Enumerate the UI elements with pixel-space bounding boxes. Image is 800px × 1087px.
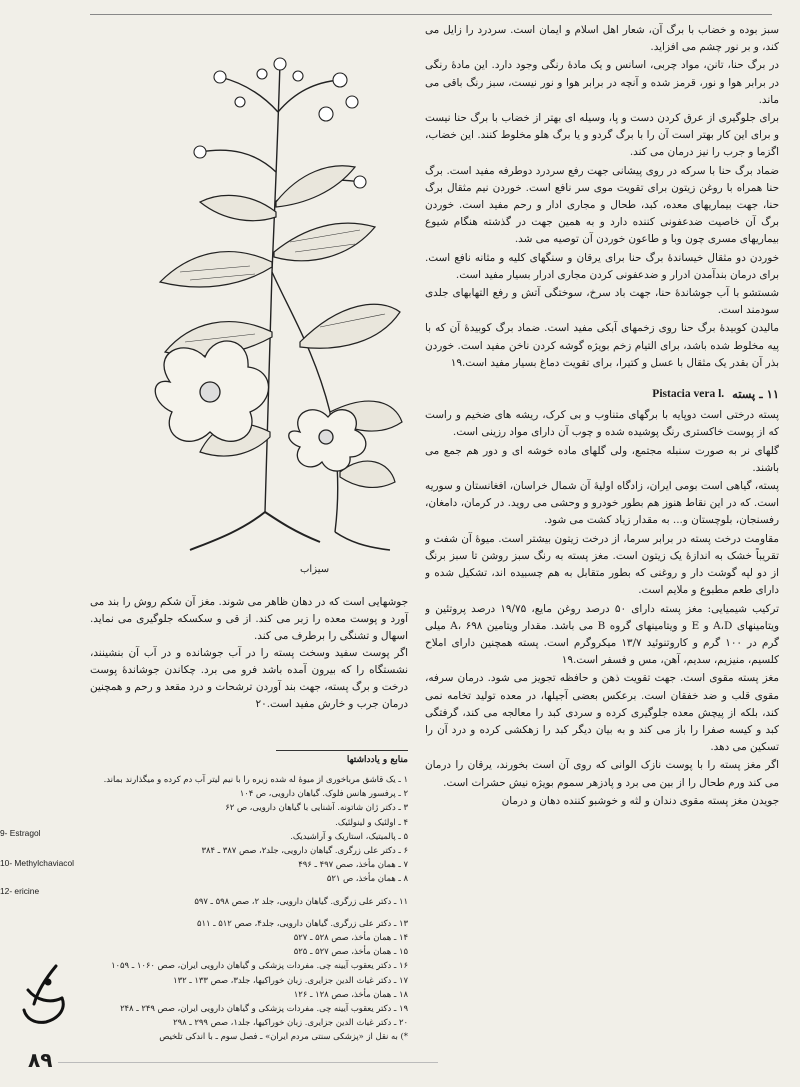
paragraph: ترکیب شیمیایی: مغز پسته دارای ۵۰ درصد روغن مایع، ۱۹/۷۵ درصد پروتئین و ویتامینهای A،D و E و ویتامینهای گروه B می باشد. مقدار ویتامین A، ۶۹۸ میلی گرم در ۱۰۰ گرم و کاروتنوئید ۱۳/۷ میکروگرم است. پسته همچنین دارای املاح کلسیم، منیزیم، سدیم، آهن، مس و فسفر است.۱۹ bbox=[425, 602, 779, 667]
paragraph: برای جلوگیری از عرق کردن دست و پا، وسیله ای بهتر از خضاب با برگ حنا نیست و برای این کار بهتر است آن را با برگ گردو و یا برگ هلو مخلوط کنند. این خضاب، اگزما و جرب را نیز درمان می کند. bbox=[425, 112, 779, 159]
kerman-calligraphy-icon bbox=[16, 960, 74, 1030]
illustration-caption: سیزاب bbox=[300, 564, 330, 575]
footnote: ۱۵ ـ همان مأخذ، صص ۵۲۷ ـ ۵۲۵ bbox=[293, 946, 408, 957]
footnote: ۴ ـ اولئیک و لینولئیک. bbox=[335, 816, 408, 827]
footnote: *) به نقل از «پزشکی سنتی مردم ایران» ـ فصل سوم ـ با اندکی تلخیص bbox=[159, 1031, 408, 1042]
top-rule bbox=[90, 14, 772, 15]
footnote: ۷ ـ همان مأخذ، صص ۴۹۷ ـ ۴۹۶ bbox=[298, 859, 408, 870]
footnote: ۶ ـ دکتر علی زرگری. گیاهان دارویی، جلد۲، صص ۳۸۷ ـ ۳۸۴ bbox=[201, 845, 408, 856]
right-column bbox=[425, 22, 779, 1072]
footnotes-title: منابع و یادداشتها bbox=[346, 755, 408, 765]
footnote: ۲۰ ـ دکتر غیاث الدین جزایری. زبان خوراکیها، جلد۱، صص ۲۹۹ ـ ۲۹۸ bbox=[173, 1017, 408, 1028]
section-heading-latin: Pistacia vera l. bbox=[652, 388, 725, 401]
footnote: ۱۸ ـ همان مأخذ، صص ۱۲۸ ـ ۱۲۶ bbox=[293, 988, 408, 999]
paragraph: جوشهایی است که در دهان ظاهر می شوند. مغز آن شکم روش را بند می آورد و پوست معده را زبر می کند. از قی و سکسکه جلوگیری می نماید. اسهال و تشنگی را برطرف می کند. bbox=[90, 596, 408, 642]
kerman-logo bbox=[16, 960, 74, 1030]
paragraph: سبز بوده و خضاب با برگ آن، شعار اهل اسلام و ایمان است. سردرد را زایل می کند، و بر نور چشم می افزاید. bbox=[425, 24, 779, 54]
footnote: ۸ ـ همان مأخذ، ص ۵۲۱ bbox=[326, 873, 408, 884]
paragraph: اگر مغز پسته را با پوست نازک الوانی که روی آن است بخورند، یرقان را درمان می کند ورم طحال را از بین می برد و پادزهر سموم بویژه نیش حشرات است. bbox=[425, 759, 779, 789]
footnote: ۱۱ ـ دکتر علی زرگری. گیاهان دارویی، جلد ۲، صص ۵۹۸ ـ ۵۹۷ bbox=[194, 895, 408, 906]
page-number: ۸۹ bbox=[28, 1048, 53, 1072]
footnote: ۱۷ ـ دکتر غیاث الدین جزایری. زبان خوراکیها، جلد۳، صص ۱۳۳ ـ ۱۳۲ bbox=[173, 974, 408, 985]
footnote-spacer bbox=[90, 886, 408, 894]
footnote-spacer bbox=[90, 908, 408, 916]
footnote: ۱۹ ـ دکتر یعقوب آیینه چی. مفردات پزشکی و گیاهان دارویی ایران، صص ۲۴۹ ـ ۲۴۸ bbox=[120, 1003, 408, 1014]
paragraph: پسته، گیاهی است بومی ایران، زادگاه اولیهٔ آن شمال خراسان، افغانستان و سوریه است. که در این نقاط هنوز هم بطور خودرو و وحشی می روید. در کرمان، دامغان، رفسنجان، بلوچستان و... به مقدار زیاد کشت می شود. bbox=[425, 480, 779, 527]
paragraph: ضماد برگ حنا با سرکه در روی پیشانی جهت رفع سردرد دوطرفه مفید است. برگ حنا همراه با روغن زیتون برای تقویت موی سر نافع است. خوردن نیم مثقال برگ حنا، جهت بیماریهای معده، کبد، طحال و مجاری ادار و رحم مفید است. خوردن برگ آن خاصیت ضدعفونی کننده دارد و به همین جهت در گذشته هنگام شیوع بیماریهای مسری چون وبا و طاعون خوردن آن توصیه می شد. bbox=[425, 164, 779, 246]
section-heading-persian: ۱۱ ـ پسته bbox=[732, 387, 779, 402]
plant-drawing-icon bbox=[90, 52, 408, 572]
paragraph: مقاومت درخت پسته در برابر سرما، از درخت زیتون بیشتر است. میوهٔ آن شفت و تقریباً خشک به اندازهٔ یک زیتون است. مغز پسته به رنگ سبز روشن تا سبز برنگ از دو لپه گوشت دار و روغنی که بطور متقابل به هم چسبیده اند، تشکیل شده و دارای طعم مطبوع و ملایم است. bbox=[425, 532, 779, 597]
footnote: ۱۶ ـ دکتر یعقوب آیینه چی. مفردات پزشکی و گیاهان دارویی ایران، صص ۱۰۶۰ ـ ۱۰۵۹ bbox=[111, 960, 408, 971]
footnotes-list bbox=[90, 772, 408, 1044]
footnote: ۲ ـ پرفسور هانس فلوک. گیاهان دارویی، ص ۱۰۴ bbox=[239, 788, 408, 799]
footnote: ۱۳ ـ دکتر علی زرگری. گیاهان دارویی، جلد۴، صص ۵۱۲ ـ ۵۱۱ bbox=[197, 917, 408, 928]
paragraph: شستشو با آب جوشاندهٔ حنا، جهت باد سرخ، سوختگی آتش و رفع التهابهای جلدی سودمند است. bbox=[425, 287, 779, 317]
paragraph: در برگ حنا، تانن، مواد چربی، اسانس و یک مادهٔ رنگی وجود دارد. این مادهٔ رنگی در برابر هوا و نور، قرمز شده و آنچه در برابر هوا و نور نیست، سبز رنگ باقی می ماند. bbox=[425, 59, 779, 106]
paragraph: گلهای نر به صورت سنبله مجتمع، ولی گلهای ماده خوشه ای و دور هم جمع می باشند. bbox=[425, 444, 779, 474]
footnote-rule bbox=[276, 750, 408, 751]
footnote: ۳ ـ دکتر ژان شاتونه. آشنایی با گیاهان دارویی، ص ۶۲ bbox=[225, 802, 408, 813]
bottom-rule bbox=[58, 1062, 438, 1063]
footnote: ۱۴ ـ همان مأخذ، صص ۵۲۸ ـ ۵۲۷ bbox=[293, 932, 408, 943]
paragraph: اگر پوست سفید وسخت پسته را در آب جوشانده و در آب آن بنشینند، نشستگاه را که بیرون آمده باشد فرو می برد. چکاندن جوشاندهٔ پوست درخت و برگ پسته، جهت بند آوردن ترشحات و درد مقعد و رحم و همچنین درمان جرب و خارش مفید است.۲۰ bbox=[90, 647, 408, 710]
left-column bbox=[90, 22, 408, 1072]
side-note: 12- ericine bbox=[0, 886, 40, 896]
paragraph: پسته درختی است دوپایه با برگهای متناوب و بی کرک، ریشه های ضخیم و راست که از پوست خاکستری رنگ پوشیده شده و چوب آن دارای مواد رزینی است. bbox=[425, 409, 779, 439]
side-note: 10- Methylchaviacol bbox=[0, 858, 75, 868]
footnote: ۱ ـ یک قاشق مرباخوری از میوهٔ له شده زیره را با نیم لیتر آب دم کرده و میگذارند بماند. bbox=[103, 774, 408, 784]
footnote: ۵ ـ پالمیتیک، استاریک و آراشیدیک. bbox=[290, 830, 408, 841]
plant-illustration bbox=[90, 52, 408, 572]
left-text bbox=[90, 594, 408, 713]
paragraph: خوردن دو مثقال خیساندهٔ برگ حنا برای یرقان و سنگهای کلیه و مثانه نافع است. برای درمان بندآمدن ادرار و ضدعفونی کردن مجاری ادرار بسیار مفید است. bbox=[425, 251, 779, 281]
side-note: 9- Estragol bbox=[0, 828, 41, 838]
paragraph: مالیدن کوبیدهٔ برگ حنا روی زخمهای آبکی مفید است. ضماد برگ کوبیدهٔ آن که با پیه مخلوط شده باشد، برای التیام زخم بویژه گوشه کردن ناخن مفید است. خوردن بذر آن بقدر یک مثقال با عسل و کتیرا، برای تقویت دماغ بسیار مفید است.۱۹ bbox=[425, 322, 779, 369]
section-heading bbox=[425, 386, 779, 403]
paragraph: جویدن مغز پسته مقوی دندان و لثه و خوشبو کننده دهان و درمان bbox=[501, 794, 779, 807]
paragraph: مغز پسته مقوی است. جهت تقویت ذهن و حافظه تجویز می شود. درمان سرفه، مقوی قلب و ضد خفقان است. برعکس بعضی آجیلها، در معده تولید تخامه نمی کند، بلکه از پیچش معده جلوگیری کرده و سردی کبد را معالجه می کند، گرفتگی کبد و کیسه صفرا را باز می کند و به بیان دیگر کبد را زهکشی کرده و درد آن را تسکین می دهد. bbox=[425, 672, 779, 754]
